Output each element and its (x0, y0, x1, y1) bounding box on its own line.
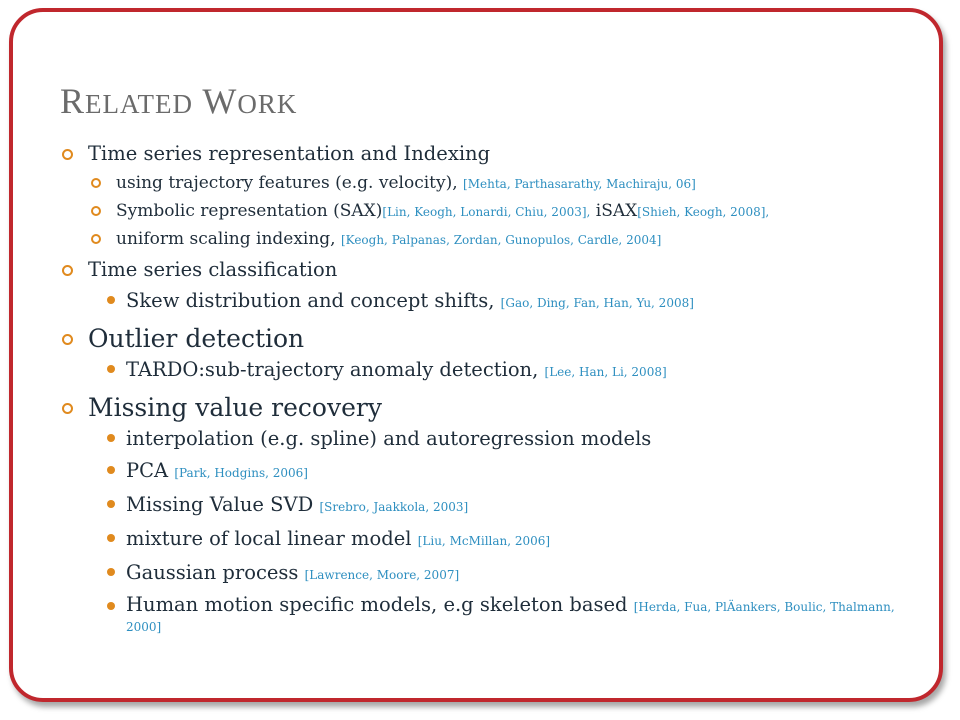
bullet-mixture-linear-model: mixture of local linear model [Liu, McMillan, 2006] (60, 528, 900, 552)
dot-bullet-icon (107, 568, 115, 576)
dot-bullet-icon (107, 365, 115, 373)
bullet-gaussian-process: Gaussian process [Lawrence, Moore, 2007] (60, 562, 900, 586)
title-rest-2: ORK (237, 89, 298, 119)
ring-bullet-icon (62, 334, 73, 345)
citation: [Srebro, Jaakkola, 2003] (319, 500, 469, 514)
bullet-uniform-scaling: uniform scaling indexing, [Keogh, Palpanas, Zordan, Gunopulos, Cardle, 2004] (60, 230, 900, 249)
citation: [Liu, McMillan, 2006] (417, 534, 551, 548)
dot-bullet-icon (107, 602, 115, 610)
bullet-skew-distribution: Skew distribution and concept shifts, [Gao, Ding, Fan, Han, Yu, 2008] (60, 290, 900, 314)
ring-bullet-icon (91, 178, 101, 188)
citation: [Herda, Fua, PlÄankers, Boulic, Thalmann, 2000] (126, 600, 895, 634)
citation: [Lee, Han, Li, 2008] (544, 365, 667, 379)
bullet-outlier-detection: Outlier detection (60, 324, 900, 354)
title-rest-1: ELATED (85, 89, 193, 119)
slide-title (60, 80, 297, 122)
dot-bullet-icon (107, 466, 115, 474)
dot-bullet-icon (107, 534, 115, 542)
bullet-ts-classification: Time series classification (60, 258, 900, 282)
bullet-sax: Symbolic representation (SAX)[Lin, Keogh, Lonardi, Chiu, 2003], iSAX[Shieh, Keogh, 2008], (60, 202, 900, 221)
dot-bullet-icon (107, 434, 115, 442)
bullet-list (60, 142, 900, 646)
bullet-missing-value-svd: Missing Value SVD [Srebro, Jaakkola, 2003] (60, 494, 900, 518)
citation: [Mehta, Parthasarathy, Machiraju, 06] (463, 177, 696, 191)
citation: [Keogh, Palpanas, Zordan, Gunopulos, Cardle, 2004] (341, 233, 662, 247)
ring-bullet-icon (62, 403, 73, 414)
citation: [Gao, Ding, Fan, Han, Yu, 2008] (500, 296, 694, 310)
dot-bullet-icon (107, 296, 115, 304)
title-cap-1: R (60, 81, 86, 121)
citation: [Lawrence, Moore, 2007] (304, 568, 460, 582)
title-cap-2: W (202, 81, 238, 121)
ring-bullet-icon (62, 265, 73, 276)
ring-bullet-icon (91, 206, 101, 216)
bullet-tardo: TARDO:sub-trajectory anomaly detection, [Lee, Han, Li, 2008] (60, 359, 900, 383)
bullet-ts-representation: Time series representation and Indexing (60, 142, 900, 166)
ring-bullet-icon (62, 149, 73, 160)
citation: [Lin, Keogh, Lonardi, Chiu, 2003], (382, 205, 591, 219)
bullet-interpolation: interpolation (e.g. spline) and autoregression models (60, 428, 900, 450)
bullet-human-motion-models: Human motion specific models, e.g skeleton based [Herda, Fua, PlÄankers, Boulic, Thalmann, 2000] (60, 596, 900, 636)
dot-bullet-icon (107, 500, 115, 508)
ring-bullet-icon (91, 234, 101, 244)
bullet-missing-value-recovery: Missing value recovery (60, 393, 900, 423)
bullet-trajectory-features: using trajectory features (e.g. velocity), [Mehta, Parthasarathy, Machiraju, 06] (60, 174, 900, 193)
citation: [Shieh, Keogh, 2008], (637, 205, 770, 219)
bullet-pca: PCA [Park, Hodgins, 2006] (60, 460, 900, 484)
citation: [Park, Hodgins, 2006] (174, 466, 308, 480)
